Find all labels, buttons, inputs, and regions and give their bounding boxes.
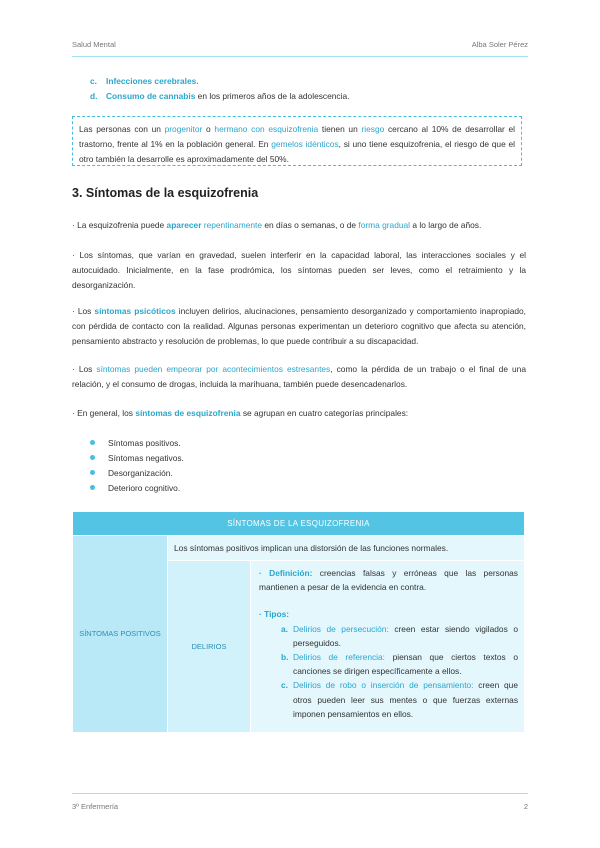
type-term: Delirios de referencia:: [293, 652, 386, 663]
note-highlight: gemelos idénticos: [271, 139, 339, 149]
paragraph-onset: [72, 218, 526, 233]
bullet-icon: [90, 455, 95, 460]
note-text: , si uno tiene esquizofrenia, el riesgo de que el otro también la desarrolle es aproximadamente del 50%.: [79, 139, 515, 164]
footer-course: 3º Enfermería: [72, 802, 119, 811]
note-highlight: riesgo: [361, 124, 385, 134]
definition-text: creencias falsas y erróneas que las personas mantienen a pesar de la evidencia en contra.: [259, 568, 518, 593]
list-term: Infecciones cerebrales.: [106, 76, 199, 86]
page-header: [72, 40, 528, 54]
definition: [259, 566, 518, 594]
list-text: Deterioro cognitivo.: [108, 483, 181, 493]
bullet-icon: [90, 485, 95, 490]
type-text: creen estar siendo vigilados o perseguidos.: [293, 623, 518, 648]
bullet-icon: [90, 440, 95, 445]
text: · Los: [72, 364, 97, 374]
list-text: en los primeros años de la adolescencia.: [195, 91, 350, 101]
list-text: Desorganización.: [108, 468, 173, 478]
causes-list-continued: [90, 74, 349, 104]
note-highlight: progenitor: [164, 124, 203, 134]
text: · En general, los: [72, 408, 136, 418]
type-item: [259, 678, 518, 721]
note-text: cercano al 10% de desarrollar el trastorno, frente al 1% en la población general. En: [79, 124, 515, 149]
type-term: Delirios de persecución:: [293, 623, 389, 634]
list-item: [90, 451, 184, 466]
bullet-icon: [90, 470, 95, 475]
text: se agrupan en cuatro categorías principales:: [240, 408, 409, 418]
list-item: [90, 436, 184, 451]
header-subject: Salud Mental: [72, 40, 116, 49]
list-term: Consumo de cannabis: [106, 91, 196, 101]
text: incluyen delirios, alucinaciones, pensamiento desorganizado y comportamiento inapropiado, con pérdida de contacto con la realidad. Algunas personas experimentan un deterioro cognitivo que afecta su atención, pensamiento abstracto y resolución de problemas, lo que puede contribuir a su discapacidad.: [72, 306, 526, 346]
text: · Los: [72, 306, 95, 316]
risk-note-box: [72, 116, 522, 166]
list-item: [90, 89, 349, 104]
table-row-label: DELIRIOS: [168, 561, 250, 732]
type-term: Delirios de robo o inserción de pensamiento:: [293, 680, 474, 691]
type-text: creen que otros pueden leer sus mentes o que fuerzas externas imponen pensamientos en ellos.: [293, 680, 518, 719]
page-number: 2: [523, 802, 528, 811]
paragraph-stress: [72, 362, 526, 392]
list-marker: d.: [90, 91, 98, 101]
text: a lo largo de años.: [410, 220, 482, 230]
highlight: aparecer: [166, 220, 202, 230]
table-definition-cell: [251, 561, 524, 732]
paragraph-severity: · Los síntomas, que varían en gravedad, suelen interferir en la capacidad laboral, las interacciones sociales y el autocuidado. Inicialmente, en la fase prodrómica, los síntomas pueden ser leves, como el retraimiento y la desorganización.: [72, 250, 526, 290]
types-label: · Tipos:: [259, 609, 290, 620]
type-marker: c.: [281, 680, 288, 691]
header-divider: [72, 56, 528, 57]
footer-divider: [72, 793, 528, 794]
text: · La esquizofrenia puede: [72, 220, 167, 230]
note-text: o: [202, 124, 215, 134]
header-author: Alba Soler Pérez: [471, 40, 528, 49]
list-item: [90, 481, 184, 496]
note-text: tienen un: [318, 124, 362, 134]
definition-label: · Definición:: [259, 568, 313, 578]
text: en días o semanas, o de: [262, 220, 359, 230]
type-marker: a.: [281, 623, 288, 634]
highlight: síntomas pueden empeorar por acontecimientos estresantes: [96, 364, 331, 374]
paragraph-psychotic: [72, 304, 526, 349]
highlight: forma gradual: [358, 220, 411, 230]
type-item: [259, 650, 518, 678]
table-group-label: SÍNTOMAS POSITIVOS: [73, 536, 167, 732]
page-footer: [72, 802, 528, 816]
categories-list: [90, 436, 184, 496]
list-item: [90, 466, 184, 481]
paragraph-categories: [72, 406, 526, 421]
highlight: síntomas de esquizofrenia: [135, 408, 241, 418]
table-group-description: Los síntomas positivos implican una distorsión de las funciones normales.: [168, 536, 524, 560]
note-text: Las personas con un: [79, 124, 165, 134]
type-item: [259, 622, 518, 650]
list-text: Síntomas negativos.: [108, 453, 184, 463]
type-marker: b.: [281, 652, 289, 663]
list-item: [90, 74, 349, 89]
text: , como la pérdida de un trabajo o el final de una relación, y el consumo de drogas, incluida la marihuana, también puede desencadenarlos.: [72, 364, 526, 389]
type-text: piensan que ciertos textos o canciones se dirigen específicamente a ellos.: [293, 652, 518, 677]
note-highlight: hermano con esquizofrenia: [214, 124, 319, 134]
table-title: SÍNTOMAS DE LA ESQUIZOFRENIA: [73, 512, 524, 535]
section-title: 3. Síntomas de la esquizofrenia: [72, 186, 259, 200]
highlight: síntomas psicóticos: [94, 306, 176, 316]
list-text: Síntomas positivos.: [108, 438, 181, 448]
list-marker: c.: [90, 76, 97, 86]
highlight: repentinamente: [203, 220, 262, 230]
